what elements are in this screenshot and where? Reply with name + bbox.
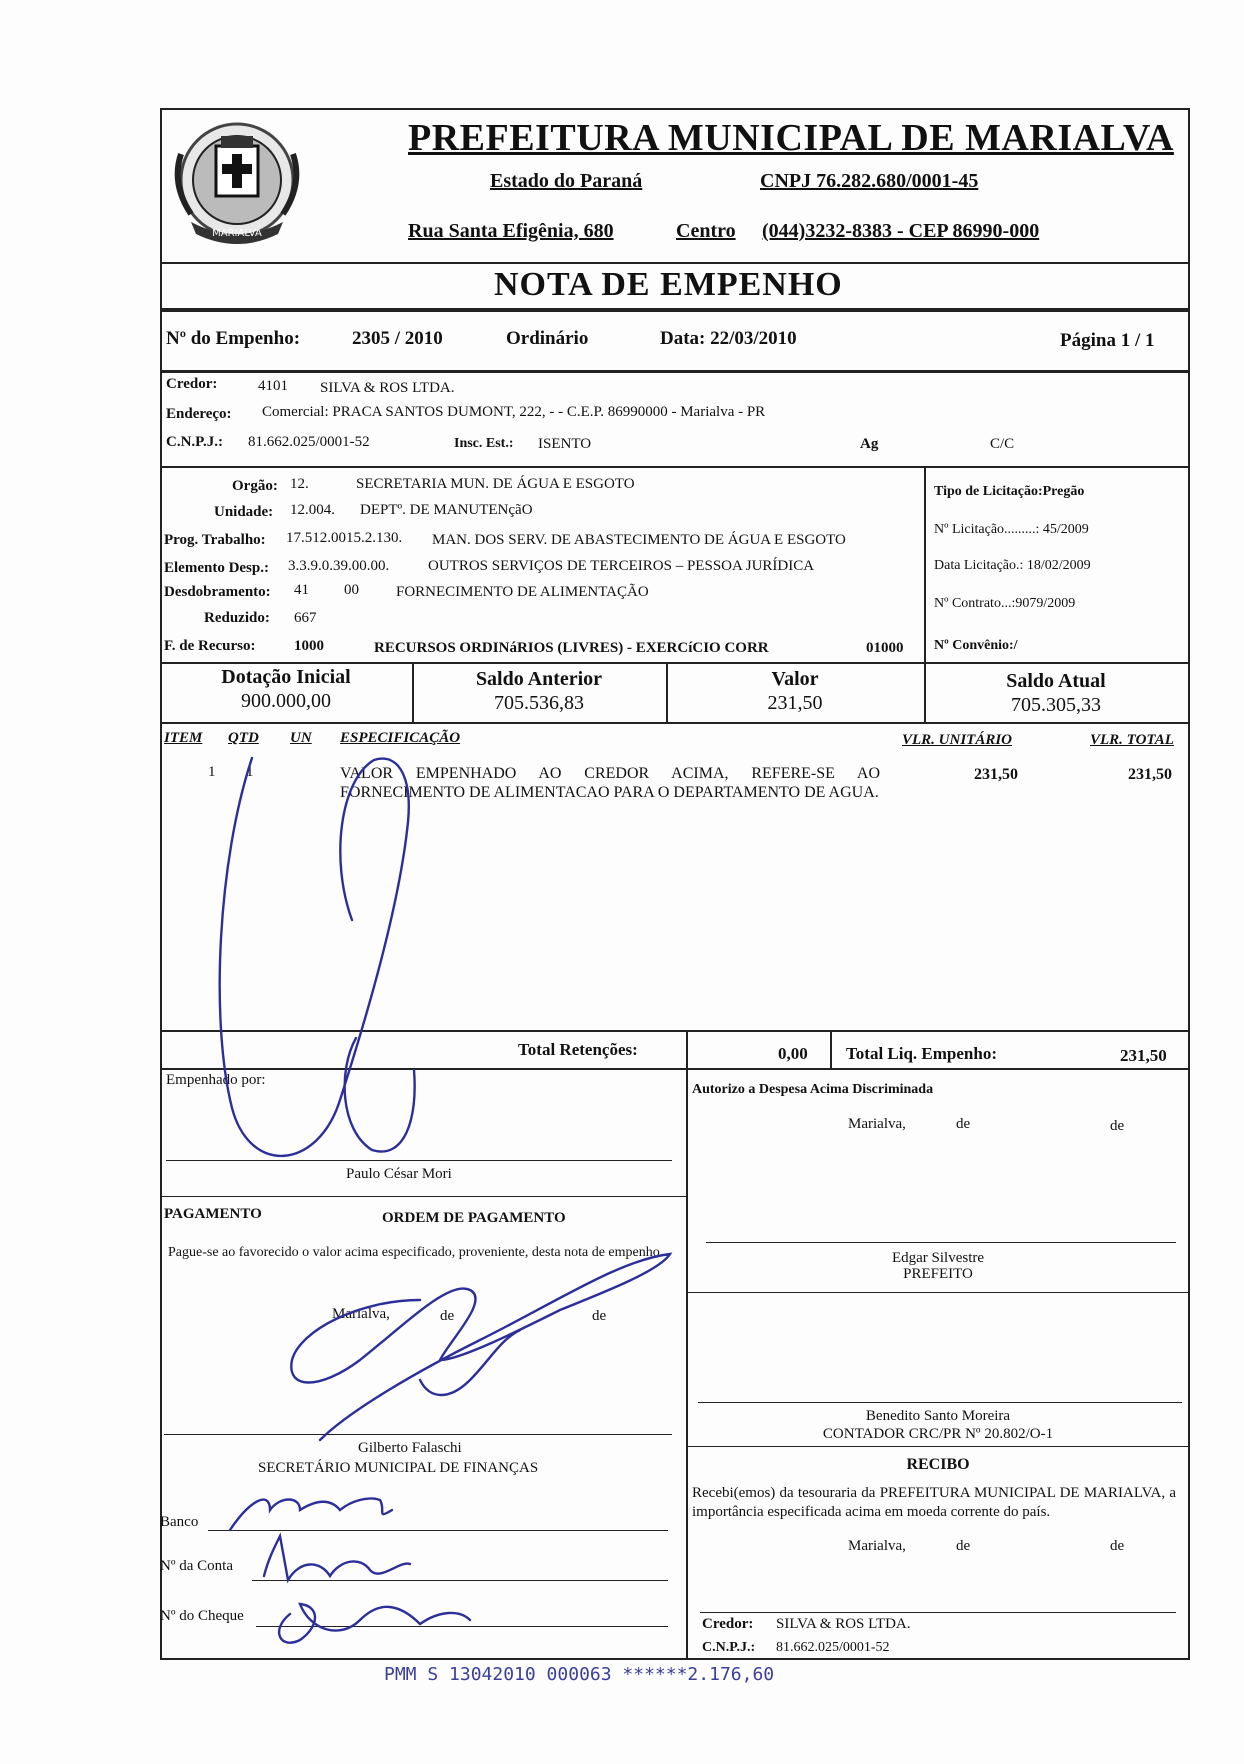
item-description: VALOR EMPENHADO AO CREDOR ACIMA, REFERE-SE AO FORNECIMENTO DE ALIMENTACAO PARA O DEPARTAMENTO DE AGUA. <box>340 765 880 801</box>
dotacao-inicial-value: 900.000,00 <box>241 690 331 712</box>
insc-label: Insc. Est.: <box>454 436 514 451</box>
qtd-header: QTD <box>228 730 259 746</box>
unit-value-header: VLR. UNITÁRIO <box>902 732 1013 748</box>
document-title: NOTA DE EMPENHO <box>494 266 843 303</box>
item-qty: 1 <box>246 764 254 780</box>
cnpj-label: C.N.P.J.: <box>166 434 223 450</box>
liquido-label: Total Liq. Empenho: <box>846 1044 997 1063</box>
elemento-code: 3.3.9.0.39.00.00. <box>288 558 390 574</box>
recibo-place: Marialva, <box>848 1538 906 1554</box>
phone-cep-header: (044)3232-8383 - CEP 86990-000 <box>762 220 1040 242</box>
unidade-code: 12.004. <box>290 502 335 518</box>
liquido-value: 231,50 <box>1120 1046 1167 1065</box>
conta-label: Nº da Conta <box>160 1558 233 1574</box>
recurso-name: RECURSOS ORDINáRIOS (LIVRES) - EXERCíCIO CORR <box>374 640 769 656</box>
saldo-atual-value: 705.305,33 <box>1011 694 1101 716</box>
cnpj-header: CNPJ 76.282.680/0001-45 <box>760 170 979 192</box>
pagamento-text: Pague-se ao favorecido o valor acima especificado, proveniente, desta nota de empenho. <box>168 1245 664 1260</box>
district-header: Centro <box>676 220 736 242</box>
signature-line <box>698 1402 1182 1403</box>
autorizo-place: Marialva, <box>848 1116 906 1132</box>
finance-signer: Gilberto Falaschi <box>358 1440 462 1456</box>
dotacao-inicial-label: Dotação Inicial <box>221 666 351 688</box>
empenho-type: Ordinário <box>506 328 589 349</box>
divider <box>160 308 1190 312</box>
licitacao-type: Tipo de Licitação:Pregão <box>934 484 1085 499</box>
prog-code: 17.512.0015.2.130. <box>286 530 403 546</box>
credor-label: Credor: <box>166 376 218 392</box>
recurso-label: F. de Recurso: <box>164 638 256 654</box>
total-value-header: VLR. TOTAL <box>1090 732 1174 748</box>
elemento-name: OUTROS SERVIÇOS DE TERCEIROS – PESSOA JURÍDICA <box>428 558 815 574</box>
retencoes-value: 0,00 <box>778 1044 808 1063</box>
autorizo-label: Autorizo a Despesa Acima Discriminada <box>692 1082 934 1097</box>
prog-label: Prog. Trabalho: <box>164 532 266 548</box>
signature-line <box>706 1242 1176 1243</box>
cheque-line <box>256 1626 668 1627</box>
credor-address: Comercial: PRACA SANTOS DUMONT, 222, - - C.E.P. 86990000 - Marialva - PR <box>262 404 766 420</box>
licitacao-number: Nº Licitação.........: 45/2009 <box>934 522 1089 537</box>
unidade-label: Unidade: <box>214 504 274 520</box>
prog-name: MAN. DOS SERV. DE ABASTECIMENTO DE ÁGUA E ESGOTO <box>432 532 846 548</box>
desdobramento-a: 41 <box>294 582 309 598</box>
banco-line <box>208 1530 668 1531</box>
un-header: UN <box>290 730 312 746</box>
autorizo-de-2: de <box>1110 1118 1125 1134</box>
signature-line <box>166 1160 672 1161</box>
recibo-cnpj-label: C.N.P.J.: <box>702 1640 756 1655</box>
banco-label: Banco <box>160 1514 199 1530</box>
credor-cnpj: 81.662.025/0001-52 <box>248 434 370 450</box>
svg-text:MARIALVA: MARIALVA <box>212 228 262 239</box>
pagamento-label: PAGAMENTO <box>164 1206 262 1222</box>
contador-name: Benedito Santo Moreira <box>865 1408 1011 1424</box>
signature-line <box>164 1434 672 1435</box>
footer-stamp: PMM S 13042010 000063 ******2.176,60 <box>384 1664 775 1685</box>
orgao-name: SECRETARIA MUN. DE ÁGUA E ESGOTO <box>356 476 635 492</box>
especificacao-header: ESPECIFICAÇÃO <box>340 730 461 746</box>
agency-label: Ag <box>860 436 879 452</box>
divider <box>686 1292 1190 1293</box>
municipality-title: PREFEITURA MUNICIPAL DE MARIALVA <box>408 117 1174 159</box>
reduzido-value: 667 <box>294 610 317 626</box>
empenhado-label: Empenhado por: <box>166 1072 266 1088</box>
divider <box>160 370 1190 373</box>
recurso-number: 01000 <box>866 640 904 656</box>
desdobramento-name: FORNECIMENTO DE ALIMENTAÇÃO <box>396 584 649 600</box>
state-label: Estado do Paraná <box>490 170 643 192</box>
recibo-label: RECIBO <box>906 1456 970 1473</box>
divider <box>160 1068 1190 1070</box>
orgao-code: 12. <box>290 476 309 492</box>
saldo-atual-label: Saldo Atual <box>1006 670 1106 692</box>
convenio-number: Nº Convênio:/ <box>934 638 1018 653</box>
address-header: Rua Santa Efigênia, 680 <box>408 220 614 242</box>
finance-role: SECRETÁRIO MUNICIPAL DE FINANÇAS <box>258 1460 539 1476</box>
empenho-date: Data: 22/03/2010 <box>660 328 797 349</box>
ordem-pagamento-label: ORDEM DE PAGAMENTO <box>382 1210 566 1226</box>
recibo-de-1: de <box>956 1538 971 1554</box>
contador-role: CONTADOR CRC/PR Nº 20.802/O-1 <box>822 1426 1054 1442</box>
saldo-anterior-label: Saldo Anterior <box>475 668 603 690</box>
saldo-anterior-value: 705.536,83 <box>494 692 584 714</box>
divider <box>160 662 1190 664</box>
contrato-number: Nº Contrato...:9079/2009 <box>934 596 1076 611</box>
empenho-number: 2305 / 2010 <box>352 328 443 349</box>
divider <box>686 1446 1190 1447</box>
divider <box>160 1030 1190 1032</box>
item-total-value: 231,50 <box>1128 766 1172 783</box>
recurso-code: 1000 <box>294 638 324 654</box>
coat-of-arms-icon <box>166 114 308 256</box>
divider <box>686 1030 688 1068</box>
insc-value: ISENTO <box>538 436 592 452</box>
unidade-name: DEPTº. DE MANUTENçãO <box>360 502 533 518</box>
cheque-label: Nº do Cheque <box>160 1608 244 1624</box>
desdobramento-b: 00 <box>344 582 359 598</box>
divider <box>160 722 1190 724</box>
pagamento-de-2: de <box>592 1308 607 1324</box>
valor-label: Valor <box>771 668 819 690</box>
page-number: Página 1 / 1 <box>1060 330 1155 351</box>
elemento-label: Elemento Desp.: <box>164 560 269 576</box>
retencoes-label: Total Retenções: <box>518 1040 638 1059</box>
recibo-de-2: de <box>1110 1538 1125 1554</box>
prefeito-name: Edgar Silvestre <box>891 1250 985 1266</box>
item-header: ITEM <box>164 730 203 746</box>
empenho-number-label: Nº do Empenho: <box>166 328 301 349</box>
account-label: C/C <box>990 436 1015 452</box>
reduzido-label: Reduzido: <box>204 610 270 626</box>
divider <box>686 1068 688 1660</box>
pagamento-de-1: de <box>440 1308 455 1324</box>
divider <box>160 466 1190 468</box>
address-label: Endereço: <box>166 406 232 422</box>
desdobramento-label: Desdobramento: <box>164 584 271 600</box>
pagamento-place: Marialva, <box>332 1306 390 1322</box>
prefeito-role: PREFEITO <box>903 1266 973 1282</box>
credor-code: 4101 <box>258 378 288 394</box>
orgao-label: Orgão: <box>232 478 278 494</box>
signature-line <box>700 1612 1176 1613</box>
divider <box>160 262 1190 264</box>
recibo-text: Recebi(emos) da tesouraria da PREFEITURA MUNICIPAL DE MARIALVA, a importância especificada acima em moeda corrente do país. <box>692 1485 1176 1520</box>
divider <box>830 1030 832 1068</box>
empenhado-signer: Paulo César Mori <box>346 1166 452 1182</box>
item-number: 1 <box>208 764 216 780</box>
licitacao-date: Data Licitação.: 18/02/2009 <box>934 558 1091 573</box>
recibo-credor-name: SILVA & ROS LTDA. <box>776 1616 911 1632</box>
recibo-cnpj-value: 81.662.025/0001-52 <box>776 1640 890 1655</box>
item-unit-value: 231,50 <box>974 766 1018 783</box>
valor-value: 231,50 <box>767 692 823 714</box>
autorizo-de-1: de <box>956 1116 971 1132</box>
divider <box>160 1196 686 1197</box>
credor-name: SILVA & ROS LTDA. <box>320 380 455 396</box>
recibo-credor-label: Credor: <box>702 1616 754 1632</box>
conta-line <box>252 1580 668 1581</box>
